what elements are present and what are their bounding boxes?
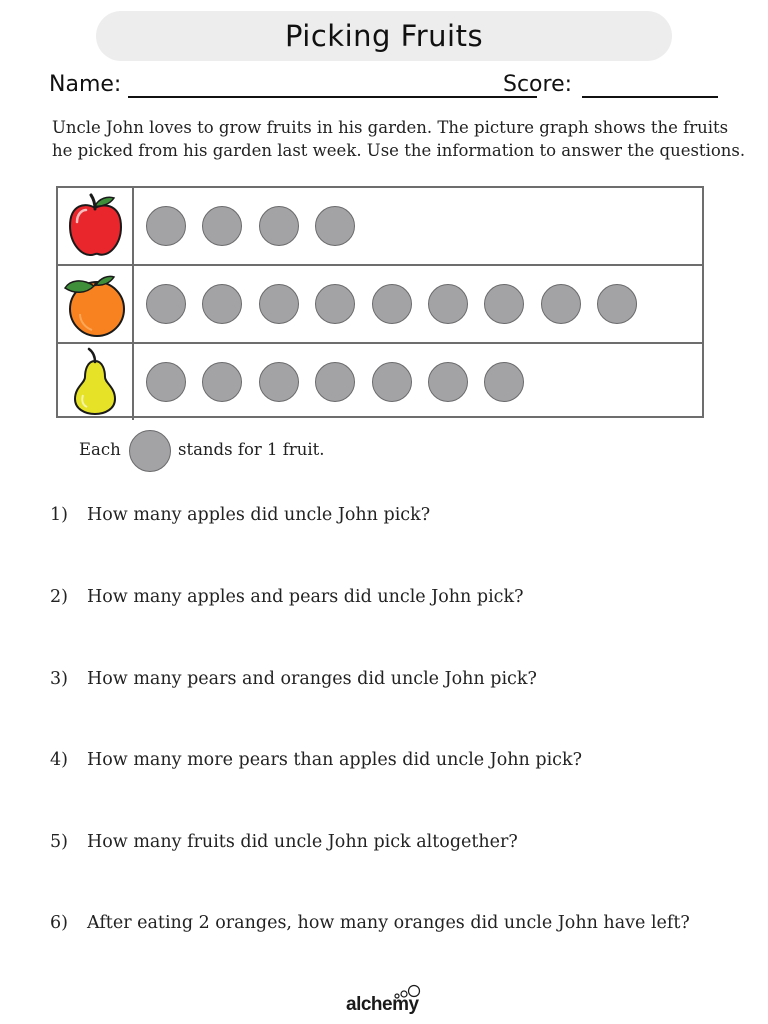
apple-symbol bbox=[146, 206, 186, 246]
score-label: Score: bbox=[503, 72, 573, 97]
pear-symbol bbox=[372, 362, 412, 402]
page-title: Picking Fruits bbox=[284, 19, 484, 53]
orange-symbol bbox=[372, 284, 412, 324]
question-number: 4) bbox=[50, 750, 68, 770]
name-label: Name: bbox=[49, 72, 122, 97]
graph-row-apple bbox=[58, 188, 702, 264]
question-text: How many more pears than apples did uncle John pick? bbox=[87, 750, 582, 770]
orange-symbol bbox=[202, 284, 242, 324]
name-field[interactable] bbox=[128, 96, 537, 98]
pear-symbol bbox=[146, 362, 186, 402]
question-text: How many pears and oranges did uncle John pick? bbox=[87, 669, 537, 689]
alchemy-logo bbox=[346, 984, 426, 1020]
orange-symbol bbox=[541, 284, 581, 324]
score-field[interactable] bbox=[582, 96, 718, 98]
orange-symbol bbox=[146, 284, 186, 324]
question-number: 2) bbox=[50, 587, 68, 607]
question-number: 1) bbox=[50, 505, 68, 525]
orange-symbol bbox=[484, 284, 524, 324]
key-each-label: Each bbox=[79, 440, 121, 459]
intro-text bbox=[52, 116, 746, 162]
key-symbol bbox=[129, 430, 171, 472]
question-number: 6) bbox=[50, 913, 68, 933]
pear-icon bbox=[58, 344, 134, 420]
question-number: 5) bbox=[50, 832, 68, 852]
apple-symbol bbox=[202, 206, 242, 246]
intro-line: he picked from his garden last week. Use the information to answer the questions. bbox=[52, 141, 746, 160]
question-number: 3) bbox=[50, 669, 68, 689]
graph-row-orange bbox=[58, 264, 702, 344]
question-text: How many apples and pears did uncle John pick? bbox=[87, 587, 524, 607]
orange-icon bbox=[58, 266, 134, 344]
intro-line: Uncle John loves to grow fruits in his garden. The picture graph shows the fruits bbox=[52, 118, 729, 137]
orange-symbol bbox=[597, 284, 637, 324]
orange-symbol bbox=[428, 284, 468, 324]
orange-symbol bbox=[315, 284, 355, 324]
pear-symbol bbox=[484, 362, 524, 402]
pear-symbol bbox=[202, 362, 242, 402]
orange-symbol bbox=[259, 284, 299, 324]
picture-graph bbox=[56, 186, 704, 418]
question-text: How many fruits did uncle John pick altogether? bbox=[87, 832, 518, 852]
key-value-label: stands for 1 fruit. bbox=[178, 440, 325, 459]
name-score-line bbox=[49, 70, 721, 100]
question-text: How many apples did uncle John pick? bbox=[87, 505, 431, 525]
pear-symbol bbox=[259, 362, 299, 402]
apple-symbol bbox=[315, 206, 355, 246]
logo-text: alchemy bbox=[346, 994, 419, 1015]
title-banner bbox=[96, 11, 672, 61]
question-text: After eating 2 oranges, how many oranges did uncle John have left? bbox=[87, 913, 690, 933]
graph-row-pear bbox=[58, 342, 702, 420]
apple-icon bbox=[58, 188, 134, 264]
apple-symbol bbox=[259, 206, 299, 246]
pear-symbol bbox=[315, 362, 355, 402]
pear-symbol bbox=[428, 362, 468, 402]
